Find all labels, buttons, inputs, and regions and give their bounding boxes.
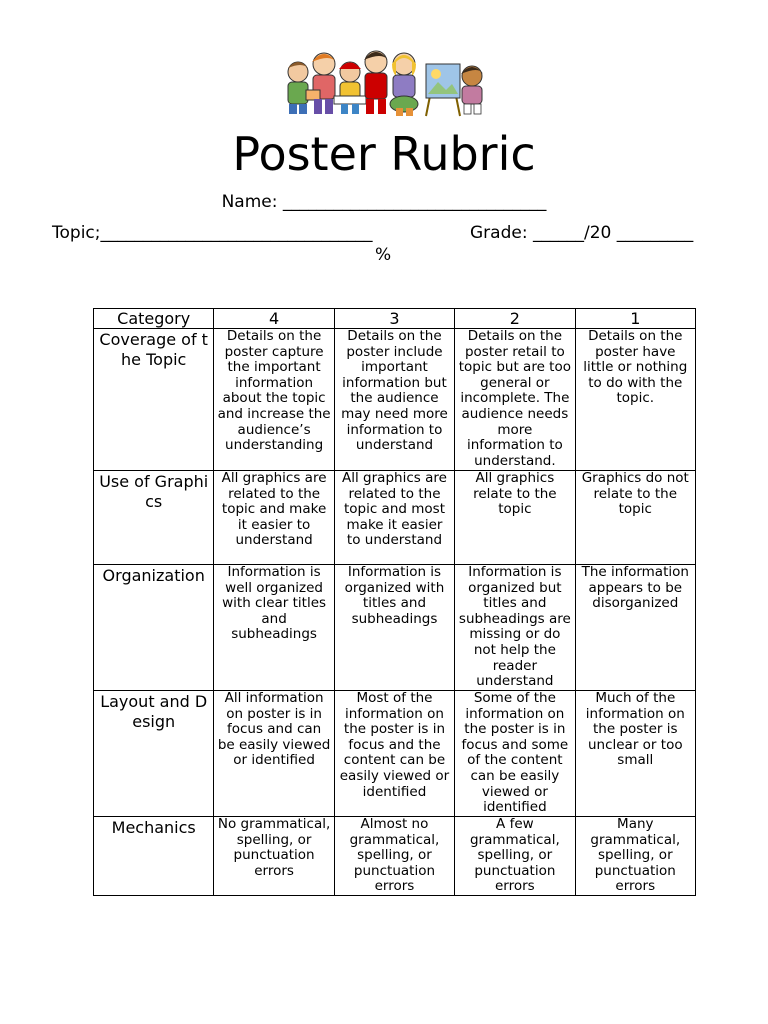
easel-icon [426,64,460,116]
criteria-cell: All graphics are related to the topic and most make it easier to understand [334,471,454,565]
header-category: Category [94,309,214,329]
criteria-cell: All information on poster is in focus and can be easily viewed or identified [214,691,334,817]
rubric-row [94,329,696,471]
criteria-cell: Details on the poster have little or nothing to do with the topic. [575,329,695,471]
header-score-3: 3 [334,309,454,329]
child-figure [461,66,483,114]
criteria-cell: No grammatical, spelling, or punctuation errors [214,817,334,896]
criteria-cell: All graphics relate to the topic [455,471,575,565]
name-field-line: Name: _______________________________ [221,192,547,212]
criteria-cell: The information appears to be disorganized [575,565,695,691]
criteria-cell: Graphics do not relate to the topic [575,471,695,565]
category-cell: Use of Graphics [94,471,214,565]
rubric-table [93,308,696,896]
criteria-cell: Details on the poster retail to topic but are too general or incomplete. The audience needs more information to understand. [455,329,575,471]
criteria-cell: Many grammatical, spelling, or punctuation errors [575,817,695,896]
topic-field-line: Topic;________________________________ [52,223,373,243]
category-cell: Layout and Design [94,691,214,817]
criteria-cell: Much of the information on the poster is unclear or too small [575,691,695,817]
criteria-cell: Information is well organized with clear titles and subheadings [214,565,334,691]
rubric-row [94,565,696,691]
header-score-4: 4 [214,309,334,329]
header-score-1: 1 [575,309,695,329]
category-cell: Organization [94,565,214,691]
criteria-cell: Information is organized with titles and subheadings [334,565,454,691]
page-title: Poster Rubric [232,127,536,181]
grade-field-line: Grade: ______/20 _________ [470,223,694,243]
rubric-row [94,817,696,896]
criteria-cell: Details on the poster include important information but the audience may need more information to understand [334,329,454,471]
criteria-cell: Almost no grammatical, spelling, or punctuation errors [334,817,454,896]
criteria-cell: Information is organized but titles and subheadings are missing or do not help the reader understand [455,565,575,691]
child-figure [364,51,388,114]
header-score-2: 2 [455,309,575,329]
criteria-cell: All graphics are related to the topic and make it easier to understand [214,471,334,565]
child-figure [334,62,366,114]
child-figure [288,62,308,114]
category-cell: Coverage of the Topic [94,329,214,471]
criteria-cell: Some of the information on the poster is in focus and some of the content can be easily viewed or identified [455,691,575,817]
criteria-cell: A few grammatical, spelling, or punctuation errors [455,817,575,896]
children-art-supplies-clipart [276,42,490,118]
rubric-header-row [94,309,696,329]
rubric-row [94,471,696,565]
rubric-row [94,691,696,817]
criteria-cell: Details on the poster capture the important information about the topic and increase the audience’s understanding [214,329,334,471]
child-figure [390,53,418,116]
category-cell: Mechanics [94,817,214,896]
criteria-cell: Most of the information on the poster is in focus and the content can be easily viewed or identified [334,691,454,817]
percent-label: % [375,245,392,265]
child-figure [306,53,336,114]
